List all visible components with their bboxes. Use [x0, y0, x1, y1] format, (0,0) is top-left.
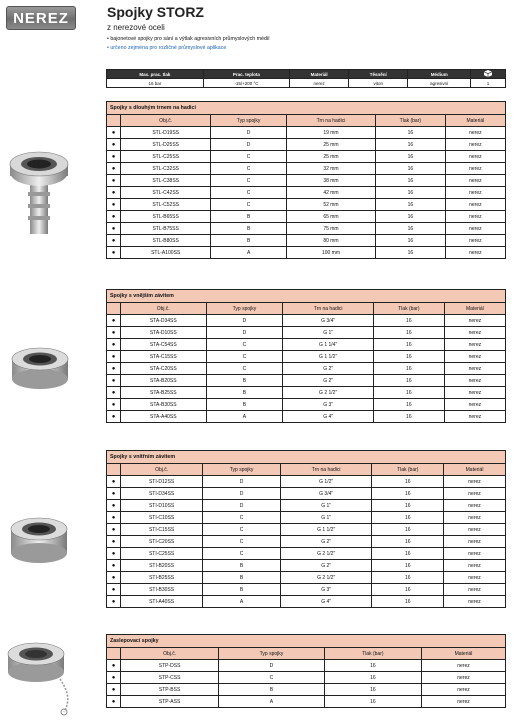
table-cell: B	[206, 399, 283, 411]
table-cell: 16	[375, 151, 445, 163]
table-cell: STL-B80SS	[121, 235, 211, 247]
table-cell: STI-C20SS	[121, 536, 203, 548]
male-thread-coupling-image	[10, 345, 70, 391]
table-cell: nerez	[444, 363, 505, 375]
bullet-icon: ●	[107, 199, 121, 211]
spec-header: Max. prac. tlak	[107, 70, 204, 79]
table-cell: nerez	[445, 235, 505, 247]
table-row	[107, 572, 506, 584]
table-cell: nerez	[421, 684, 505, 696]
table-cell: STI-D10SS	[121, 500, 203, 512]
table-cell: nerez	[421, 672, 505, 684]
table-row	[107, 696, 506, 708]
table-cell: 38 mm	[286, 175, 375, 187]
bullet-icon: ●	[107, 524, 121, 536]
table-cell: nerez	[444, 327, 505, 339]
bullet-icon: ●	[107, 339, 121, 351]
table-cell: 16	[372, 572, 444, 584]
table-cell: 16	[375, 199, 445, 211]
table-cell: C	[211, 199, 287, 211]
column-header: Trn na hadici	[283, 303, 374, 315]
table-cell: nerez	[444, 548, 506, 560]
bullet-icon: ●	[107, 247, 121, 259]
table-row	[107, 175, 506, 187]
table-cell: 75 mm	[286, 223, 375, 235]
table-cell: STL-D19SS	[121, 127, 211, 139]
table-cell: D	[203, 500, 281, 512]
table-cell: G 4"	[280, 596, 372, 608]
table-cell: G 1"	[283, 327, 374, 339]
table-cell: nerez	[444, 536, 506, 548]
table-cell: 25 mm	[286, 151, 375, 163]
table-cell: nerez	[444, 560, 506, 572]
table-cell: 16	[324, 684, 421, 696]
table-row	[107, 584, 506, 596]
table-cell: G 2 1/2"	[283, 387, 374, 399]
table-cell: STL-B65SS	[121, 211, 211, 223]
table-row	[107, 315, 506, 327]
table-cell: G 3"	[283, 399, 374, 411]
table-cell: 52 mm	[286, 199, 375, 211]
table-cell: STI-C25SS	[121, 548, 203, 560]
table-cell: 16	[375, 247, 445, 259]
table-cell: 16	[373, 387, 444, 399]
column-header: Typ spojky	[219, 648, 324, 660]
table-row	[107, 351, 506, 363]
column-header: Typ spojky	[206, 303, 283, 315]
table-cell: G 4"	[283, 411, 374, 423]
table-cell: 16	[324, 672, 421, 684]
table-cell: G 2"	[280, 536, 372, 548]
table-cell: 16	[373, 351, 444, 363]
column-header-blank	[107, 648, 121, 660]
column-header: Materiál	[444, 303, 505, 315]
table-cell: nerez	[444, 351, 505, 363]
table-cell: nerez	[445, 127, 505, 139]
column-header: Trn na hadici	[286, 115, 375, 127]
table-cell: 100 mm	[286, 247, 375, 259]
feature-item: • bajonetové spojky pro sání a výtlak agresivních průmyslových médií	[107, 36, 270, 42]
table-cell: A	[211, 247, 287, 259]
table-cell: G 1"	[280, 500, 372, 512]
bullet-icon: ●	[107, 672, 121, 684]
table-cell: nerez	[421, 696, 505, 708]
table-cell: nerez	[445, 163, 505, 175]
section-title: Spojky s dlouhým trnem na hadici	[107, 102, 506, 115]
table-row	[107, 476, 506, 488]
bullet-icon: ●	[107, 476, 121, 488]
table-cell: 16	[375, 235, 445, 247]
table-cell: nerez	[444, 339, 505, 351]
table-cell: STP-ASS	[121, 696, 219, 708]
table-cell: 16	[324, 660, 421, 672]
bullet-icon: ●	[107, 596, 121, 608]
table-cell: A	[219, 696, 324, 708]
table-cell: C	[211, 163, 287, 175]
table-cell: 32 mm	[286, 163, 375, 175]
table-cell: C	[211, 187, 287, 199]
product-table	[106, 634, 506, 708]
table-cell: G 1 1/4"	[283, 339, 374, 351]
box-icon	[471, 70, 506, 79]
table-cell: STA-D34SS	[121, 315, 207, 327]
table-cell: nerez	[445, 151, 505, 163]
table-cell: G 1 1/2"	[283, 351, 374, 363]
column-header: Obj.č.	[121, 648, 219, 660]
table-cell: D	[211, 139, 287, 151]
table-row	[107, 672, 506, 684]
table-cell: 65 mm	[286, 211, 375, 223]
column-header: Tlak (bar)	[324, 648, 421, 660]
table-cell: C	[211, 175, 287, 187]
table-cell: G 1/2"	[280, 476, 372, 488]
table-cell: 16	[373, 339, 444, 351]
spec-header: Prac. teplota	[203, 70, 289, 79]
table-row	[107, 512, 506, 524]
table-row	[107, 139, 506, 151]
column-header: Materiál	[444, 464, 506, 476]
bullet-icon: ●	[107, 488, 121, 500]
table-row	[107, 488, 506, 500]
table-cell: 16	[372, 560, 444, 572]
table-cell: B	[206, 387, 283, 399]
bullet-icon: ●	[107, 548, 121, 560]
table-cell: nerez	[445, 175, 505, 187]
table-row	[107, 163, 506, 175]
table-cell: C	[206, 339, 283, 351]
table-cell: nerez	[444, 375, 505, 387]
feature-item: • určeno zejména pro rozličné průmyslové aplikace	[107, 44, 227, 51]
spec-header: Těsnění	[349, 70, 408, 79]
table-cell: C	[203, 548, 281, 560]
table-row	[107, 684, 506, 696]
table-row	[107, 199, 506, 211]
table-row	[107, 247, 506, 259]
table-cell: C	[219, 672, 324, 684]
bullet-icon: ●	[107, 187, 121, 199]
table-row	[107, 596, 506, 608]
brand-badge: NEREZ	[6, 6, 76, 30]
table-row	[107, 536, 506, 548]
section-title: Spojky s vnějším závitem	[107, 290, 506, 303]
bullet-icon: ●	[107, 127, 121, 139]
table-cell: nerez	[445, 139, 505, 151]
table-cell: B	[219, 684, 324, 696]
table-cell: 16	[373, 363, 444, 375]
bullet-icon: ●	[107, 163, 121, 175]
feature-list	[107, 35, 270, 52]
spec-value: -15/+200 °C	[203, 79, 289, 88]
bullet-icon: ●	[107, 660, 121, 672]
section-title: Zaslepovací spojky	[107, 635, 506, 648]
table-cell: nerez	[444, 488, 506, 500]
table-cell: 16	[373, 327, 444, 339]
table-row	[107, 375, 506, 387]
table-cell: C	[203, 512, 281, 524]
table-cell: G 2 1/2"	[280, 572, 372, 584]
page-subtitle: z nerezové oceli	[107, 23, 165, 32]
table-cell: B	[203, 572, 281, 584]
table-row	[107, 211, 506, 223]
table-cell: nerez	[444, 584, 506, 596]
product-table	[106, 101, 506, 259]
table-cell: nerez	[444, 524, 506, 536]
table-cell: 16	[372, 536, 444, 548]
table-cell: STL-D25SS	[121, 139, 211, 151]
table-cell: nerez	[444, 315, 505, 327]
bullet-icon: ●	[107, 223, 121, 235]
table-cell: B	[203, 584, 281, 596]
bullet-icon: ●	[107, 315, 121, 327]
table-cell: nerez	[444, 512, 506, 524]
page-title: Spojky STORZ	[107, 4, 204, 20]
table-cell: nerez	[444, 387, 505, 399]
table-row	[107, 327, 506, 339]
table-cell: 16	[373, 399, 444, 411]
table-row	[107, 560, 506, 572]
table-cell: nerez	[444, 411, 505, 423]
table-row	[107, 500, 506, 512]
table-cell: nerez	[445, 199, 505, 211]
column-header: Obj.č.	[121, 303, 207, 315]
table-row	[107, 339, 506, 351]
bullet-icon: ●	[107, 584, 121, 596]
table-cell: STP-BSS	[121, 684, 219, 696]
bullet-icon: ●	[107, 327, 121, 339]
table-cell: G 2"	[280, 560, 372, 572]
table-cell: STI-C10SS	[121, 512, 203, 524]
spec-header: Médium	[408, 70, 471, 79]
table-cell: G 1 1/2"	[280, 524, 372, 536]
bullet-icon: ●	[107, 696, 121, 708]
table-cell: nerez	[444, 399, 505, 411]
bullet-icon: ●	[107, 151, 121, 163]
table-cell: G 2"	[283, 363, 374, 375]
table-cell: STA-C15SS	[121, 351, 207, 363]
spec-value: viton	[349, 79, 408, 88]
table-cell: STP-DSS	[121, 660, 219, 672]
table-cell: 16	[375, 211, 445, 223]
section-title: Spojky s vnitřním závitem	[107, 451, 506, 464]
column-header-blank	[107, 464, 121, 476]
table-cell: D	[203, 476, 281, 488]
bullet-icon: ●	[107, 363, 121, 375]
table-cell: C	[203, 536, 281, 548]
column-header: Typ spojky	[203, 464, 281, 476]
table-cell: G 3"	[280, 584, 372, 596]
column-header: Tlak (bar)	[372, 464, 444, 476]
table-cell: G 1"	[280, 512, 372, 524]
table-cell: B	[211, 211, 287, 223]
long-tail-coupling-image	[8, 148, 70, 236]
table-cell: 16	[372, 548, 444, 560]
table-cell: nerez	[445, 223, 505, 235]
table-cell: 16	[375, 223, 445, 235]
table-cell: 42 mm	[286, 187, 375, 199]
table-row	[107, 187, 506, 199]
table-row	[107, 387, 506, 399]
bullet-icon: ●	[107, 411, 121, 423]
bullet-icon: ●	[107, 375, 121, 387]
table-row	[107, 223, 506, 235]
table-cell: B	[211, 223, 287, 235]
table-cell: 16	[372, 512, 444, 524]
bullet-icon: ●	[107, 139, 121, 151]
bullet-icon: ●	[107, 512, 121, 524]
table-cell: G 2"	[283, 375, 374, 387]
table-cell: B	[203, 560, 281, 572]
table-cell: D	[206, 315, 283, 327]
table-cell: STA-B30SS	[121, 399, 207, 411]
table-cell: 16	[372, 596, 444, 608]
table-cell: C	[206, 351, 283, 363]
bullet-icon: ●	[107, 351, 121, 363]
column-header: Tlak (bar)	[373, 303, 444, 315]
table-cell: 16	[373, 375, 444, 387]
table-cell: nerez	[445, 247, 505, 259]
table-cell: B	[206, 375, 283, 387]
table-cell: STI-B20SS	[121, 560, 203, 572]
table-cell: C	[203, 524, 281, 536]
table-cell: nerez	[444, 572, 506, 584]
table-cell: 16	[372, 500, 444, 512]
bullet-icon: ●	[107, 572, 121, 584]
table-cell: 16	[375, 127, 445, 139]
product-table	[106, 289, 506, 423]
blind-cap-coupling-image	[6, 640, 78, 718]
bullet-icon: ●	[107, 560, 121, 572]
column-header: Trn na hadici	[280, 464, 372, 476]
table-cell: A	[203, 596, 281, 608]
table-cell: 16	[373, 315, 444, 327]
bullet-icon: ●	[107, 500, 121, 512]
female-thread-coupling-image	[9, 515, 69, 565]
product-table	[106, 450, 506, 608]
table-row	[107, 151, 506, 163]
table-cell: nerez	[444, 596, 506, 608]
spec-value: 16 bar	[107, 79, 204, 88]
table-cell: 16	[372, 584, 444, 596]
table-cell: B	[211, 235, 287, 247]
table-cell: G 3/4"	[283, 315, 374, 327]
table-cell: D	[203, 488, 281, 500]
table-cell: STI-B25SS	[121, 572, 203, 584]
table-cell: STI-D12SS	[121, 476, 203, 488]
table-cell: STI-D34SS	[121, 488, 203, 500]
table-row	[107, 399, 506, 411]
table-cell: STI-C15SS	[121, 524, 203, 536]
bullet-icon: ●	[107, 684, 121, 696]
column-header: Materiál	[421, 648, 505, 660]
table-row	[107, 235, 506, 247]
bullet-icon: ●	[107, 211, 121, 223]
table-cell: STL-C25SS	[121, 151, 211, 163]
column-header-blank	[107, 303, 121, 315]
table-cell: STL-C38SS	[121, 175, 211, 187]
table-cell: A	[206, 411, 283, 423]
table-cell: C	[211, 151, 287, 163]
table-cell: 16	[372, 476, 444, 488]
table-cell: nerez	[421, 660, 505, 672]
table-cell: 16	[375, 175, 445, 187]
table-cell: STA-C54SS	[121, 339, 207, 351]
table-row	[107, 411, 506, 423]
bullet-icon: ●	[107, 387, 121, 399]
table-cell: STL-A100SS	[121, 247, 211, 259]
table-cell: STA-D10SS	[121, 327, 207, 339]
spec-value: agresivní	[408, 79, 471, 88]
table-cell: STL-C42SS	[121, 187, 211, 199]
table-cell: nerez	[445, 211, 505, 223]
table-cell: 16	[375, 187, 445, 199]
column-header: Obj.č.	[121, 464, 203, 476]
table-cell: nerez	[444, 476, 506, 488]
table-cell: STA-B25SS	[121, 387, 207, 399]
table-cell: D	[206, 327, 283, 339]
bullet-icon: ●	[107, 399, 121, 411]
table-cell: nerez	[444, 500, 506, 512]
table-cell: STI-B30SS	[121, 584, 203, 596]
table-cell: nerez	[445, 187, 505, 199]
spec-value: 1	[471, 79, 506, 88]
table-cell: 16	[372, 524, 444, 536]
column-header-blank	[107, 115, 121, 127]
table-cell: STI-A40SS	[121, 596, 203, 608]
table-cell: 19 mm	[286, 127, 375, 139]
table-cell: C	[206, 363, 283, 375]
table-cell: 80 mm	[286, 235, 375, 247]
bullet-icon: ●	[107, 175, 121, 187]
table-cell: STL-C32SS	[121, 163, 211, 175]
table-row	[107, 660, 506, 672]
bullet-icon: ●	[107, 536, 121, 548]
spec-header: Materiál	[289, 70, 348, 79]
table-cell: STA-B20SS	[121, 375, 207, 387]
table-cell: STL-B75SS	[121, 223, 211, 235]
table-cell: G 3/4"	[280, 488, 372, 500]
table-cell: D	[219, 660, 324, 672]
table-row	[107, 524, 506, 536]
spec-table	[106, 69, 506, 88]
table-cell: STA-A40SS	[121, 411, 207, 423]
column-header: Materiál	[445, 115, 505, 127]
table-cell: 16	[372, 488, 444, 500]
table-row	[107, 548, 506, 560]
table-cell: STA-C20SS	[121, 363, 207, 375]
bullet-icon: ●	[107, 235, 121, 247]
table-row	[107, 127, 506, 139]
table-cell: STL-C52SS	[121, 199, 211, 211]
table-row	[107, 363, 506, 375]
table-cell: 25 mm	[286, 139, 375, 151]
table-cell: G 2 1/2"	[280, 548, 372, 560]
column-header: Obj.č.	[121, 115, 211, 127]
table-cell: 16	[373, 411, 444, 423]
column-header: Typ spojky	[211, 115, 287, 127]
table-cell: 16	[375, 139, 445, 151]
table-cell: 16	[324, 696, 421, 708]
table-cell: D	[211, 127, 287, 139]
spec-value: nerez	[289, 79, 348, 88]
table-cell: 16	[375, 163, 445, 175]
table-cell: STP-CSS	[121, 672, 219, 684]
column-header: Tlak (bar)	[375, 115, 445, 127]
